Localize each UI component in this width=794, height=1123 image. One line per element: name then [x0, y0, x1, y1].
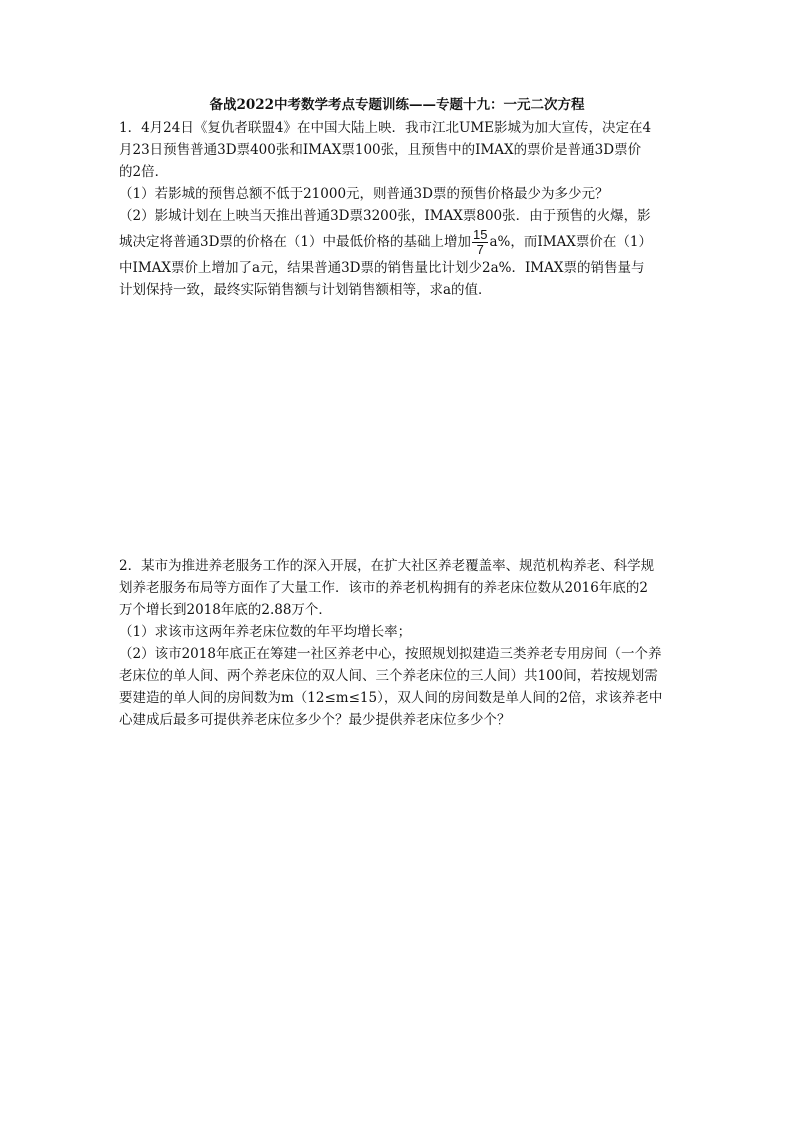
q1-stem-line-2: 月23日预售普通3D票400张和IMAX票100张，且预售中的IMAX的票价是普通3D票价: [119, 142, 642, 158]
q2-part-2-line-4: 心建成后最多可提供养老床位多少个？最少提供养老床位多少个？: [119, 712, 511, 728]
q1-part-2-line-1: （2）影城计划在上映当天推出普通3D票3200张，IMAX票800张．由于预售的火爆，影: [119, 208, 651, 224]
q2-stem-line-2: 划养老服务布局等方面作了大量工作．该市的养老机构拥有的养老床位数从2016年底的2: [119, 580, 648, 596]
fraction-numerator: 15: [473, 227, 488, 242]
q1-stem-line-1: 1．4月24日《复仇者联盟4》在中国大陆上映．我市江北UME影城为加大宣传，决定在4: [119, 120, 652, 136]
q1-part-2-text-b: a%，而IMAX票价在（1）: [489, 234, 652, 250]
q2-part-1: （1）求该市这两年养老床位数的年平均增长率；: [119, 624, 412, 640]
q1-part-2-line-2: [119, 227, 677, 257]
fraction-denominator: 7: [476, 242, 484, 257]
q2-stem-line-3: 万个增长到2018年底的2.88万个．: [119, 602, 332, 618]
question-1: [119, 117, 677, 301]
fraction-15-over-7: [472, 228, 488, 257]
q1-part-2-text-a: 城决定将普通3D票的价格在（1）中最低价格的基础上增加: [119, 234, 472, 250]
q2-part-2-line-3: 要建造的单人间的房间数为m（12≤m≤15），双人间的房间数是单人间的2倍，求该养老中: [119, 690, 663, 706]
q1-part-2-line-4: 计划保持一致，最终实际销售额与计划销售额相等，求a的值．: [119, 282, 492, 298]
document-title: 备战2022中考数学考点专题训练——专题十九：一元二次方程: [209, 97, 585, 113]
q2-part-2-line-2: 老床位的单人间、两个养老床位的双人间、三个养老床位的三人间）共100间，若按规划需: [119, 668, 658, 684]
q1-part-2-line-3: 中IMAX票价上增加了a元，结果普通3D票的销售量比计划少2a%．IMAX票的销售量与: [119, 260, 645, 276]
q1-part-1: （1）若影城的预售总额不低于21000元，则普通3D票的预售价格最少为多少元？: [119, 186, 609, 202]
question-2: [119, 555, 677, 731]
q2-stem-line-1: 2．某市为推进养老服务工作的深入开展，在扩大社区养老覆盖率、规范机构养老、科学规: [119, 558, 655, 574]
q1-stem-line-3: 的2倍．: [119, 164, 169, 180]
q2-part-2-line-1: （2）该市2018年底正在筹建一社区养老中心，按照规划拟建造三类养老专用房间（一个养: [119, 646, 662, 662]
